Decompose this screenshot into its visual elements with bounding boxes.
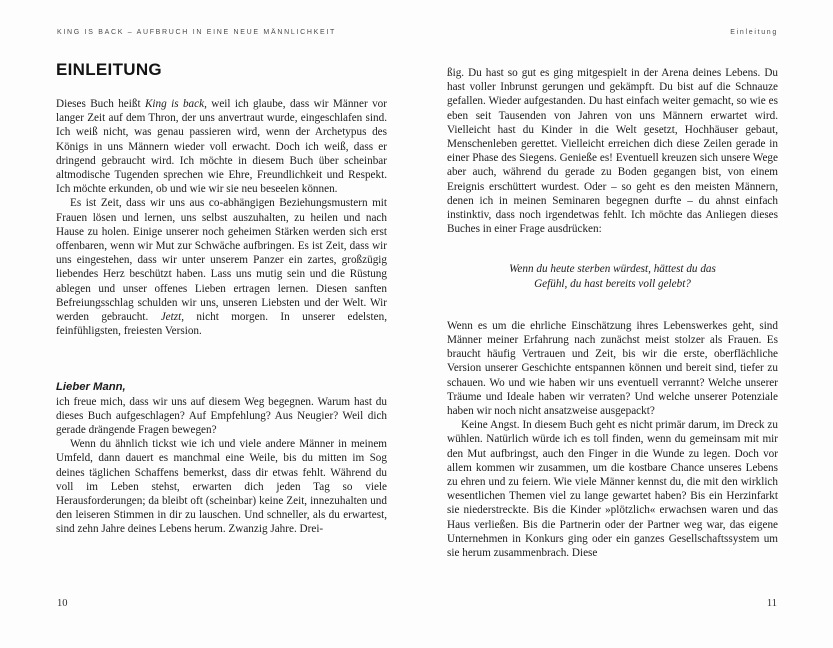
paragraph-einschaetzung: Wenn es um die ehrliche Einschätzung ihres Lebenswerkes geht, sind Männer meiner Erfahrung nach zunächst meist stolzer als Frauen. Es braucht häufig Vertrauen und Zeit, bis wir die erste, oberflächliche Version unserer Geschichte entspannen können und bereit sind, tiefer zu schauen. Wo und wie haben wir uns eventuell verrannt? Welche unserer Träume und Ideale haben wir verraten? Und welche unserer Potenziale haben wir noch nicht ansatzweise ausgepackt? — [447, 319, 778, 418]
running-header-chapter: Einleitung — [730, 29, 778, 36]
paragraph-wenn-du-tickst: Wenn du ähnlich tickst wie ich und viele andere Männer in meinem Umfeld, dann dauert es manchmal eine Weile, bis du mitten im Sog deines täglichen Schaffens bemerkst, dass dir etwas fehlt. Während du voll im Leben stehst, erwarten dich jeden Tag so viele Herausforderungen; da bleibt oft (scheinbar) keine Zeit, innezuhalten und den leiseren Stimmen in dir zu lauschen. Und schneller, als du erwartest, sind zehn Jahre deines Lebens herum. Zwanzig Jahre. Drei- — [56, 438, 387, 536]
quote-line-1: Wenn du heute sterben würdest, hättest du das — [509, 263, 716, 276]
right-page — [447, 0, 778, 648]
paragraph-greeting: ich freue mich, dass wir uns auf diesem Weg begegnen. Warum hast du dieses Buch aufgeschlagen? Auf Empfehlung? Aus Neugier? Weil dich gerade drängende Fragen bewegen? — [56, 395, 387, 437]
running-header-book-title: KING IS BACK – AUFBRUCH IN EINE NEUE MÄNNLICHKEIT — [57, 29, 336, 36]
left-page — [56, 0, 387, 648]
pull-quote — [461, 262, 764, 290]
paragraph-es-ist-zeit-pre: Es ist Zeit, dass wir uns aus co-abhängigen Beziehungsmustern mit Frauen lösen und lernen, uns selbst auszuhalten, zu heilen und nach Hause zu holen. Einige unserer noch geheimen Stärken werden sich erst offenbaren, wenn wir Mut zur Schwäche aufbringen. Es ist Zeit, dass wir uns eingestehen, dass wir unter unserem Panzer ein zartes, großzügig liebendes Herz beschützt haben. Lass uns mutig sein und die Rüstung ablegen und unser offenes Lieben ertragen lernen. Diesen sanften Befreiungsschlag schulden wir uns, unseren Liebsten und der Welt. Wir werden gebraucht. — [56, 197, 387, 324]
paragraph-keine-angst: Keine Angst. In diesem Buch geht es nicht primär darum, im Dreck zu wühlen. Natürlich würde ich es toll finden, wenn du gemeinsam mit mir den Mut aufbringst, auch den Finger in die Wunde zu legen. Doch vor allem kommen wir zusammen, um die kostbare Chance unseres Lebens zu ehren und zu feiern. Wie viele Männer kennst du, die mit den wirklich wesentlichen Themen viel zu lange gewartet haben? Bis ein Herzinfarkt sie niederstreckte. Bis die Kinder »plötzlich« erwachsen waren und das Haus verließen. Bis die Partnerin oder der Partner weg war, das eigene Unternehmen in Konkurs ging oder ein ganzes Gesellschaftssystem um sie herum zusammenbrach. Diese — [447, 419, 778, 560]
salutation-lieber-mann: Lieber Mann, — [56, 381, 126, 394]
paragraph-intro-pre: Dieses Buch heißt — [56, 98, 145, 110]
left-page-text-block — [56, 97, 387, 537]
paragraph-es-ist-zeit — [56, 196, 387, 338]
jetzt-italic: Jetzt — [160, 311, 182, 324]
page-number-right: 11 — [766, 598, 777, 609]
quote-line-2: Gefühl, du hast bereits voll gelebt? — [534, 277, 691, 290]
paragraph-intro-post: , weil ich glaube, dass wir Männer vor langer Zeit auf dem Thron, der uns anvertraut wurde, eingeschlafen sind. Ich weiß nicht, was genau passieren wird, wenn der Archetypus des Königs in uns Männern wieder voll erwacht. Doch ich weiß, dass er dringend gebraucht wird. Ich möchte in diesem Buch über scheinbar altmodische Tugenden sprechen wie Ehre, Freundlichkeit und Respekt. Ich möchte erkunden, ob und wie wir sie neu beseelen können. — [56, 98, 387, 196]
right-page-text-block — [447, 66, 778, 560]
chapter-heading: EINLEITUNG — [56, 60, 162, 79]
page-number-left: 10 — [57, 598, 68, 609]
paragraph-intro — [56, 97, 387, 196]
paragraph-arena: ßig. Du hast so gut es ging mitgespielt in der Arena deines Lebens. Du hast voller Inbrunst gerungen und gekämpft. Du bist auf die Schnauze gefallen. Wieder aufgestanden. Du hast einfach weiter gemacht, so wie es eben seit Tausenden von Jahren von uns Männern erwartet wird. Vielleicht hast du Kinder in die Welt gesetzt, Hochhäuser gebaut, Menschenleben gerettet. Vielleicht erreichen dich diese Zeilen gerade in einer Phase des Siegens. Genieße es! Eventuell kreuzen sich unsere Wege aber auch, während du gerade zu Boden gegangen bist, von einem Ereignis erschüttert wurdest. Oder – so geht es den meisten Männern, denen ich in meinen Seminaren begegnen durfte – du ahnst einfach instinktiv, dass noch irgendetwas fehlt. Ich möchte das Anliegen dieses Buches in einer Frage ausdrücken: — [447, 67, 778, 236]
book-title-italic: King is back — [144, 98, 205, 110]
paragraph-es-ist-zeit-post: , nicht morgen. In unserer edelsten, feinfühligsten, freiesten Version. — [56, 311, 387, 338]
